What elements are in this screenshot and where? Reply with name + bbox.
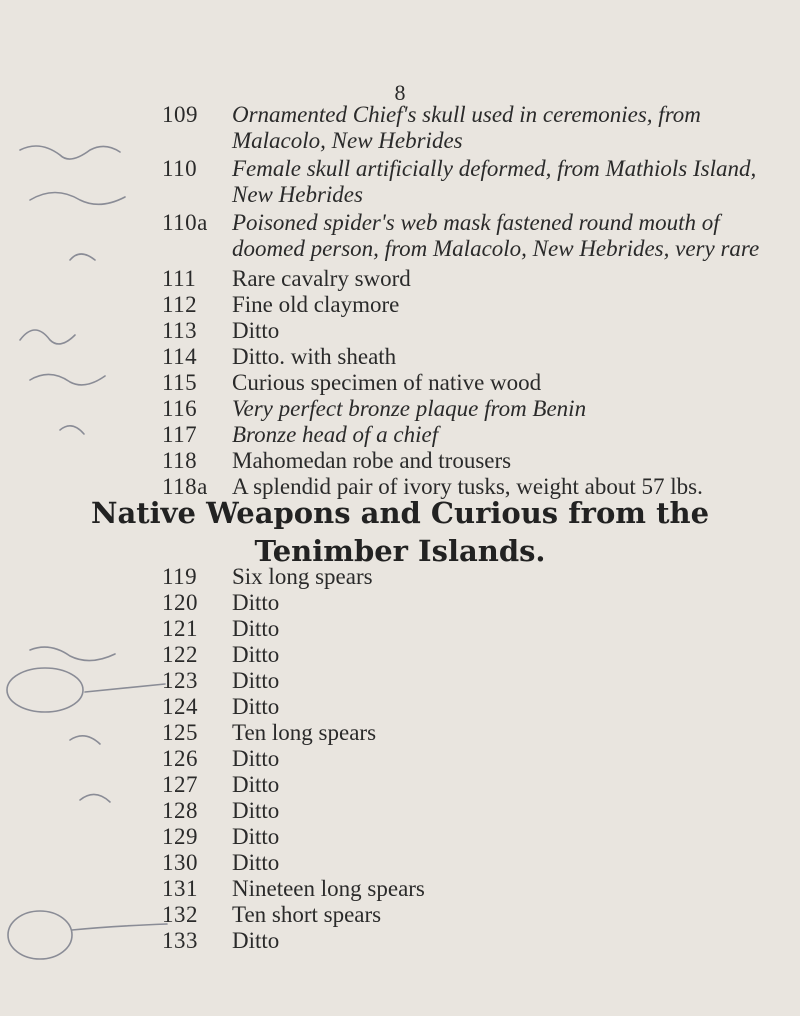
lot-number: 133: [162, 928, 198, 953]
lot-description: Ditto: [232, 824, 280, 849]
lot-number: 130: [162, 850, 198, 875]
lot-number: 117: [162, 422, 198, 447]
lot-description: Ditto: [232, 642, 280, 667]
lot-number: 127: [162, 772, 198, 797]
lot-number: 126: [162, 746, 198, 771]
lot-number: 114: [162, 344, 198, 369]
lot-number: 110: [162, 156, 198, 181]
lot-number: 116: [162, 396, 198, 421]
lot-description: Very perfect bronze plaque from Benin: [232, 396, 587, 421]
lot-description: A splendid pair of ivory tusks, weight about 57 lbs.: [232, 474, 703, 499]
lot-description: Ditto: [232, 772, 280, 797]
lot-number: 115: [162, 370, 198, 395]
lot-description: Ditto: [232, 318, 280, 343]
lot-description: Ditto. with sheath: [232, 344, 397, 369]
lot-number: 120: [162, 590, 198, 615]
lot-description: Female skull artificially deformed, from Mathiols Island, New Hebrides: [232, 156, 757, 207]
section-heading-line1: Native Weapons and Curious from the: [90, 496, 710, 530]
lot-description: Ten short spears: [232, 902, 382, 927]
lot-description: Ditto: [232, 694, 280, 719]
lot-description: Ten long spears: [232, 720, 377, 745]
lot-number: 121: [162, 616, 198, 641]
lot-number: 119: [162, 564, 198, 589]
lot-number: 110a: [162, 210, 208, 235]
lot-number: 131: [162, 876, 198, 901]
pencil-annotations: [0, 90, 160, 510]
lot-number: 113: [162, 318, 198, 343]
lot-number: 129: [162, 824, 198, 849]
lot-description: Nineteen long spears: [232, 876, 425, 901]
lot-number: 124: [162, 694, 198, 719]
lot-description: Bronze head of a chief: [232, 422, 439, 447]
lot-description: Ditto: [232, 798, 280, 823]
lot-description: Ditto: [232, 590, 280, 615]
lot-description: Ditto: [232, 668, 280, 693]
lot-description: Ditto: [232, 746, 280, 771]
lot-number: 111: [162, 266, 197, 291]
lot-description: Ditto: [232, 616, 280, 641]
lot-description: Poisoned spider's web mask fastened round mouth of doomed person, from Malacolo, New Hebrides, very rare: [232, 210, 760, 261]
pencil-annotations: [0, 600, 170, 980]
lot-description: Curious specimen of native wood: [232, 370, 542, 395]
lot-number: 132: [162, 902, 198, 927]
lot-description: Mahomedan robe and trousers: [232, 448, 512, 473]
lot-number: 123: [162, 668, 198, 693]
lot-number: 128: [162, 798, 198, 823]
lot-description: Ditto: [232, 850, 280, 875]
lot-description: Ditto: [232, 928, 280, 953]
lot-description: Rare cavalry sword: [232, 266, 411, 291]
lot-description: Fine old claymore: [232, 292, 400, 317]
lot-description: Six long spears: [232, 564, 373, 589]
page-number: 8: [394, 80, 406, 105]
lot-number: 122: [162, 642, 198, 667]
lot-number: 109: [162, 102, 198, 127]
lot-description: Ornamented Chief's skull used in ceremonies, from Malacolo, New Hebrides: [232, 102, 701, 153]
lot-number: 118: [162, 448, 198, 473]
lot-number: 125: [162, 720, 198, 745]
section-heading-line2: Tenimber Islands.: [254, 534, 546, 568]
lot-number: 112: [162, 292, 198, 317]
lot-number: 118a: [162, 474, 208, 499]
